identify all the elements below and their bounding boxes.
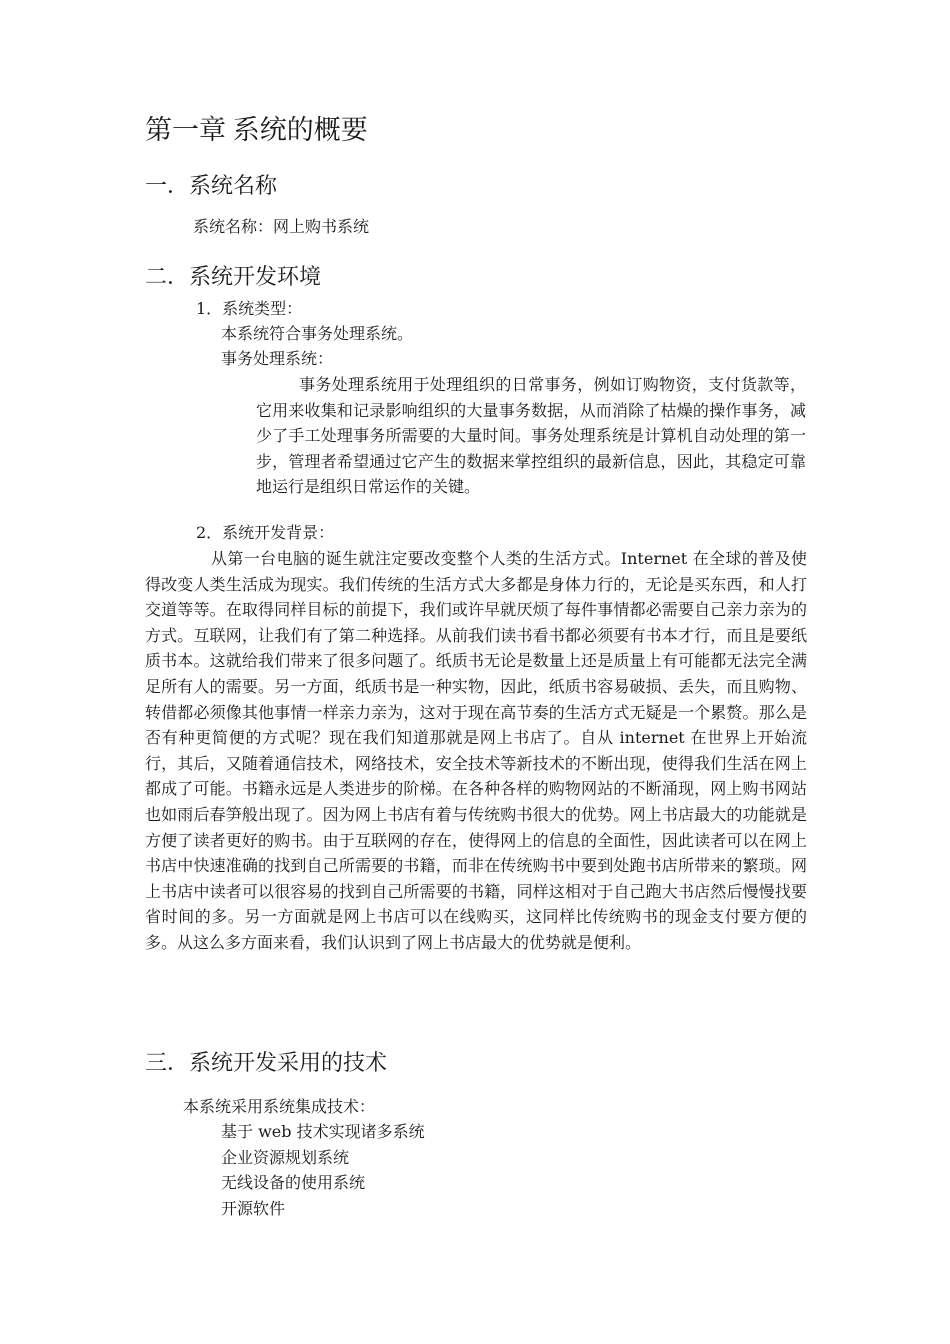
section-heading-system-name: 一．系统名称 xyxy=(145,173,278,198)
dev-background-paragraph: 从第一台电脑的诞生就注定要改变整个人类的生活方式。Internet 在全球的普及使得改变人类生活成为现实。我们传统的生活方式大多都是身体力行的，无论是买东西，和人打交道等等。在取得同样目标的前提下，我们或许早就厌烦了每件事情都必需要自己亲力亲为的方式。互联网，让我们有了第二种选择。从前我们读书看书都必须要有书本才行，而且是要纸质书本。这就给我们带来了很多问题了。纸质书无论是数量上还是质量上有可能都无法完全满足所有人的需要。另一方面，纸质书是一种实物，因此，纸质书容易破损、丢失，而且购物、转借都必须像其他事情一样亲力亲为，这对于现在高节奏的生活方式无疑是一个累赘。那么是否有种更简便的方式呢？现在我们知道那就是网上书店了。自从 internet 在世界上开始流行，其后，又随着通信技术，网络技术，安全技术等新技术的不断出现，使得我们生活在网上都成了可能。书籍永远是人类进步的阶梯。在各种各样的购物网站的不断涌现，网上购书网站也如雨后春笋般出现了。因为网上书店有着与传统购书很大的优势。网上书店最大的功能就是方便了读者更好的购书。由于互联网的存在，使得网上的信息的全面性，因此读者可以在网上书店中快速准确的找到自己所需要的书籍，而非在传统购书中要到处跑书店所带来的繁琐。网上书店中读者可以很容易的找到自己所需要的书籍，同样这相对于自己跑大书店然后慢慢找要省时间的多。另一方面就是网上书店可以在线购买，这同样比传统购书的现金支付要方便的多。从这么多方面来看，我们认识到了网上书店最大的优势就是便利。 xyxy=(145,549,807,952)
technology-list xyxy=(221,1119,425,1221)
dev-background-label: 2．系统开发背景： xyxy=(196,523,335,542)
tps-definition-paragraph: 事务处理系统用于处理组织的日常事务，例如订购物资，支付货款等，它用来收集和记录影响组织的大量事务数据，从而消除了枯燥的操作事务，减少了手工处理事务所需要的大量时间。事务处理系统是计算机自动处理的第一步，管理者希望通过它产生的数据来掌控组织的最新信息，因此，其稳定可靠地运行是组织日常运作的关键。 xyxy=(256,375,806,497)
technology-item: 基于 web 技术实现诸多系统 xyxy=(221,1122,425,1141)
section-heading-dev-environment: 二．系统开发环境 xyxy=(145,264,322,289)
system-type-label: 1．系统类型： xyxy=(196,299,303,318)
technologies-intro: 本系统采用系统集成技术： xyxy=(183,1097,376,1116)
system-name-line: 系统名称：网上购书系统 xyxy=(193,217,370,236)
chapter-title: 第一章 系统的概要 xyxy=(145,115,368,145)
technology-item: 无线设备的使用系统 xyxy=(221,1173,366,1192)
system-type-line: 本系统符合事务处理系统。 xyxy=(221,324,414,343)
tps-label: 事务处理系统： xyxy=(221,349,334,368)
technology-item: 企业资源规划系统 xyxy=(221,1147,350,1167)
section-heading-technologies: 三．系统开发采用的技术 xyxy=(145,1050,388,1075)
technology-item: 开源软件 xyxy=(221,1198,286,1218)
